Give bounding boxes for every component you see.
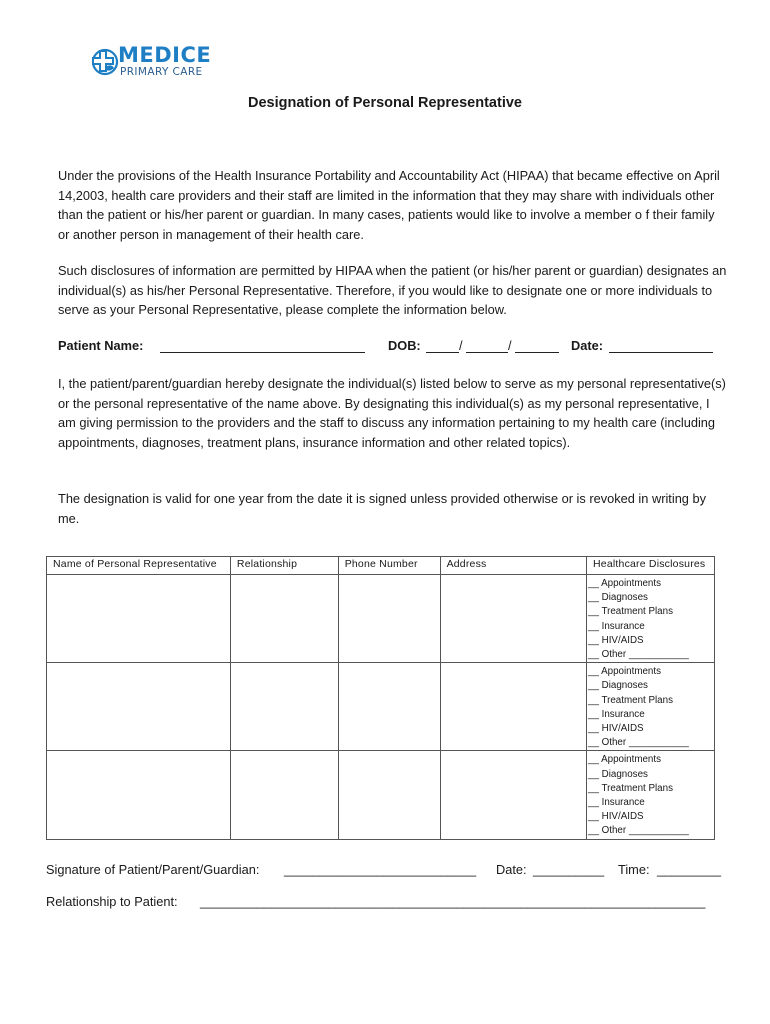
disclosure-option[interactable]: __ Diagnoses bbox=[588, 768, 648, 780]
disclosure-option[interactable]: __ Insurance bbox=[588, 708, 645, 720]
signature-date-label: Date: bbox=[496, 862, 527, 877]
representatives-table bbox=[46, 556, 715, 840]
signature-field[interactable]: ___________________________ bbox=[284, 862, 477, 877]
disclosures-paragraph: Such disclosures of information are permitted by HIPAA when the patient (or his/her parent or guardian) designates an individual(s) as his/her Personal Representative. Therefore, if you would like to designate one or more individuals to serve as your Personal Representative, please complete the information below. bbox=[58, 263, 727, 317]
dob-slash-1: / bbox=[459, 338, 463, 353]
patient-name-label: Patient Name: bbox=[58, 338, 144, 353]
medical-cross-globe-icon bbox=[90, 46, 120, 78]
header-address: Address bbox=[440, 557, 586, 575]
disclosure-option[interactable]: __ Appointments bbox=[588, 578, 661, 589]
rep-name-cell[interactable] bbox=[47, 751, 231, 839]
disclosure-option[interactable]: __ Other ___________ bbox=[588, 825, 689, 837]
signature-time-field[interactable]: _________ bbox=[657, 862, 722, 877]
validity-paragraph: The designation is valid for one year from the date it is signed unless provided otherwise or is revoked in writing by me. bbox=[58, 491, 706, 526]
disclosure-option[interactable]: __ Appointments bbox=[588, 666, 661, 678]
signature-date-field[interactable]: __________ bbox=[533, 862, 605, 877]
disclosure-option[interactable]: __ Treatment Plans bbox=[588, 606, 673, 618]
disclosure-option[interactable]: __ Appointments bbox=[588, 754, 661, 766]
rep-disclosures-cell bbox=[587, 575, 715, 663]
rep-name-cell[interactable] bbox=[47, 663, 231, 751]
dob-label: DOB: bbox=[388, 338, 421, 353]
signature-label: Signature of Patient/Parent/Guardian: bbox=[46, 862, 260, 877]
header-disclosures: Healthcare Disclosures bbox=[587, 557, 715, 575]
signature-time-label: Time: bbox=[618, 862, 650, 877]
table-row bbox=[47, 575, 715, 663]
header-relationship: Relationship bbox=[230, 557, 338, 575]
patient-name-field[interactable] bbox=[160, 338, 365, 353]
document-title: Designation of Personal Representative bbox=[248, 95, 522, 111]
disclosure-option[interactable]: __ Treatment Plans bbox=[588, 694, 673, 706]
consent-paragraph: I, the patient/parent/guardian hereby designate the individual(s) listed below to serve as my personal representative(s) or the personal representative of the name above. By designating this individual(s) as my personal representative, I am giving permission to the providers and the staff to discuss any information pertaining to my health care (including appointments, diagnoses, treatment plans, insurance information and other related topics). bbox=[58, 376, 726, 450]
disclosure-option[interactable]: __ HIV/AIDS bbox=[588, 634, 644, 646]
rep-address-cell[interactable] bbox=[440, 663, 586, 751]
intro-paragraph: Under the provisions of the Health Insurance Portability and Accountability Act (HIPAA) that became effective on April 14,2003, health care providers and their staff are limited in the information that they may share with individuals other than the patient or his/her parent or guardian. In many cases, patients would like to involve a member o f their family or another person in management of their health care. bbox=[58, 168, 720, 242]
disclosure-option[interactable]: __ Other ___________ bbox=[588, 649, 689, 661]
table-header-row bbox=[47, 557, 715, 575]
dob-year-field[interactable] bbox=[515, 338, 559, 353]
disclosure-option[interactable]: __ Other ___________ bbox=[588, 737, 689, 749]
rep-address-cell[interactable] bbox=[440, 751, 586, 839]
disclosure-option[interactable]: __ Treatment Plans bbox=[588, 782, 673, 794]
rep-relationship-cell[interactable] bbox=[230, 751, 338, 839]
rep-phone-cell[interactable] bbox=[338, 575, 440, 663]
disclosure-option[interactable]: __ Diagnoses bbox=[588, 592, 648, 604]
rep-relationship-cell[interactable] bbox=[230, 575, 338, 663]
rep-name-cell[interactable] bbox=[47, 575, 231, 663]
logo-subtitle-text: PRIMARY CARE bbox=[120, 66, 203, 78]
patient-info-line bbox=[58, 338, 728, 358]
relationship-line bbox=[46, 894, 736, 914]
rep-disclosures-cell bbox=[587, 751, 715, 839]
dob-month-field[interactable] bbox=[426, 338, 459, 353]
disclosure-option[interactable]: __ Insurance bbox=[588, 797, 645, 809]
disclosure-option[interactable]: __ Insurance bbox=[588, 620, 645, 632]
rep-relationship-cell[interactable] bbox=[230, 663, 338, 751]
dob-day-field[interactable] bbox=[466, 338, 508, 353]
relationship-label: Relationship to Patient: bbox=[46, 894, 178, 909]
disclosure-option[interactable]: __ HIV/AIDS bbox=[588, 811, 644, 823]
rep-phone-cell[interactable] bbox=[338, 663, 440, 751]
disclosure-option[interactable]: __ HIV/AIDS bbox=[588, 723, 644, 735]
header-phone: Phone Number bbox=[338, 557, 440, 575]
date-label: Date: bbox=[571, 338, 603, 353]
table-row bbox=[47, 663, 715, 751]
header-name: Name of Personal Representative bbox=[47, 557, 231, 575]
medice-logo bbox=[90, 44, 220, 80]
relationship-field[interactable]: _______________________________________________________________________ bbox=[200, 894, 706, 909]
dob-slash-2: / bbox=[508, 338, 512, 353]
logo-brand-text: MEDICE bbox=[118, 43, 212, 67]
rep-disclosures-cell bbox=[587, 663, 715, 751]
table-row bbox=[47, 751, 715, 839]
rep-address-cell[interactable] bbox=[440, 575, 586, 663]
disclosure-option[interactable]: __ Diagnoses bbox=[588, 680, 648, 692]
rep-phone-cell[interactable] bbox=[338, 751, 440, 839]
date-field[interactable] bbox=[609, 338, 713, 353]
signature-line bbox=[46, 862, 736, 882]
